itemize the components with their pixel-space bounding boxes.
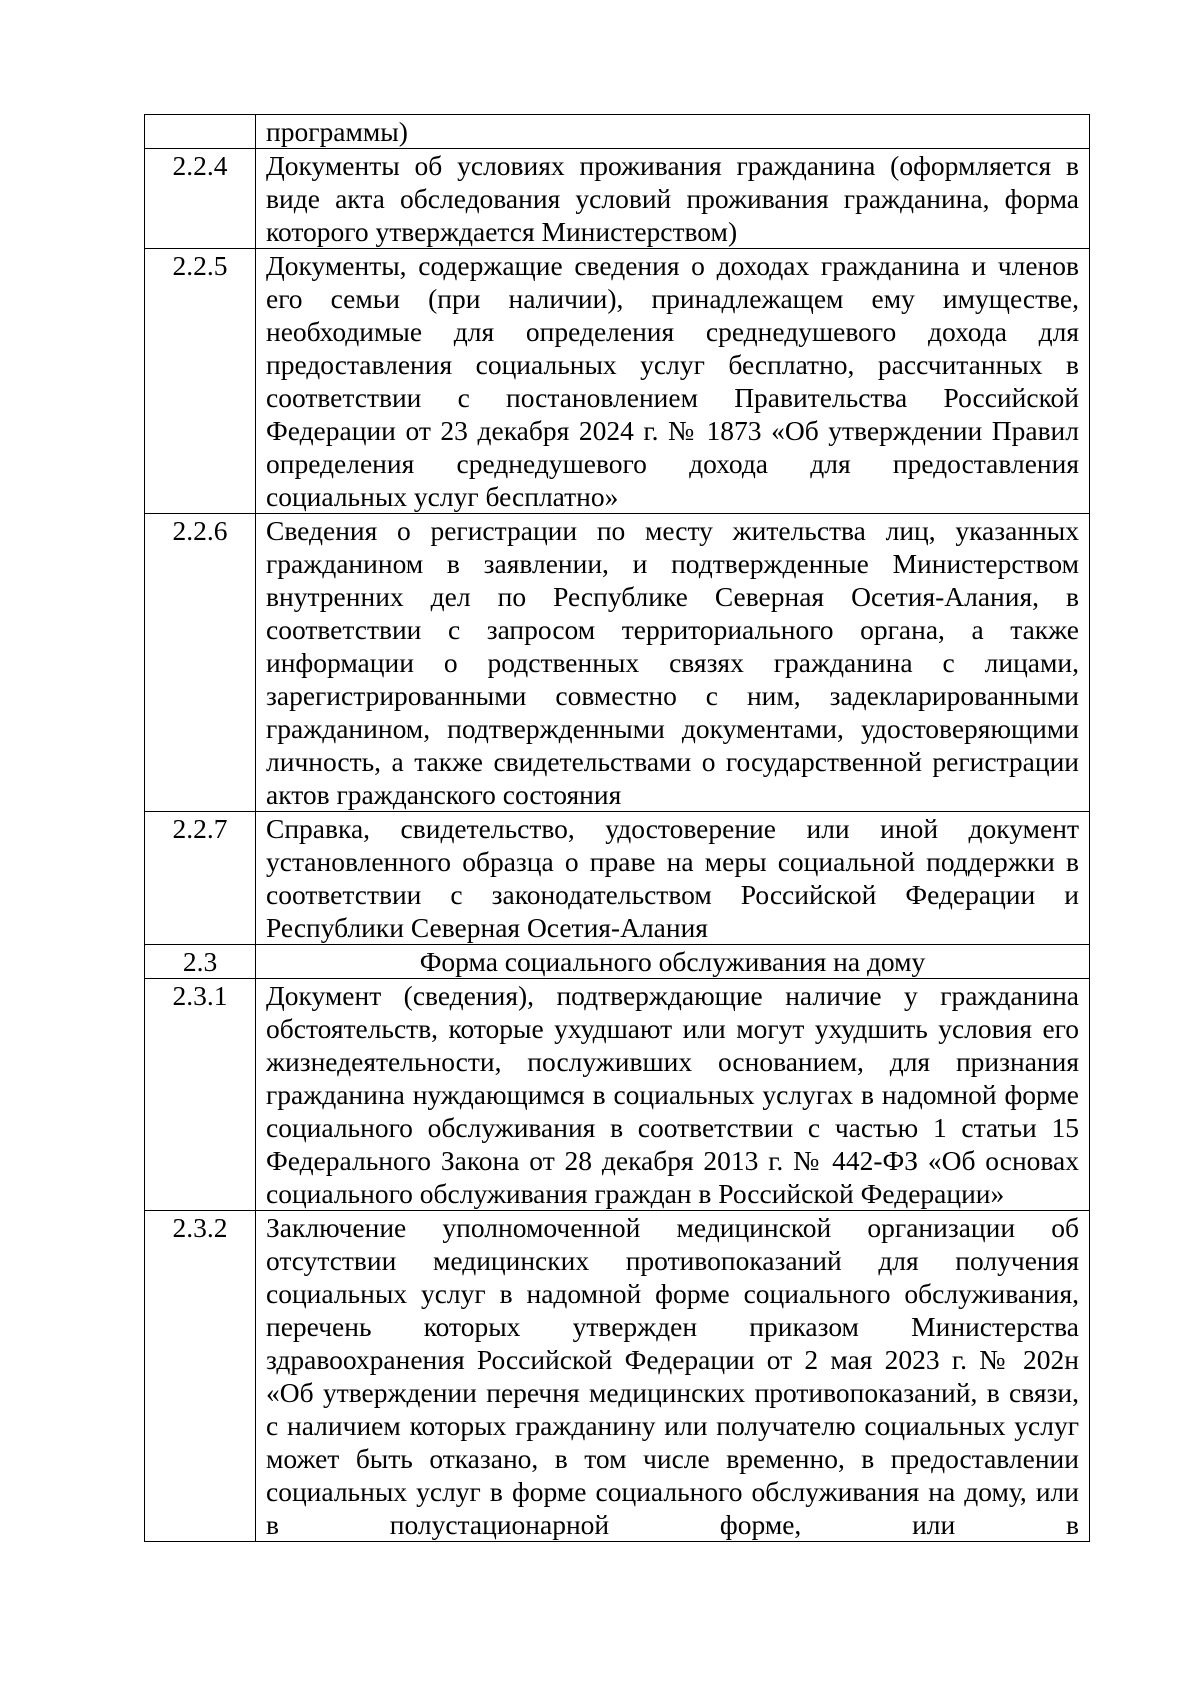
row-number: 2.2.6 bbox=[145, 514, 256, 812]
row-number: 2.2.4 bbox=[145, 149, 256, 249]
row-text: Заключение уполномоченной медицинской организации об отсутствии медицинских противопоказаний для получения социальных услуг в надомной форме социального обслуживания, перечень которых утвержден приказом Министерства здравоохранения Российской Федерации от 2 мая 2023 г. № 202н «Об утверждении перечня медицинских противопоказаний, в связи, с наличием которых гражданину или получателю социальных услуг может быть отказано, в том числе временно, в предоставлении социальных услуг в форме социального обслуживания на дому, или в полустационарной форме, или в bbox=[256, 1211, 1090, 1542]
table-row bbox=[145, 249, 1090, 514]
row-number: 2.3.1 bbox=[145, 979, 256, 1211]
table-row bbox=[145, 514, 1090, 812]
row-number: 2.3 bbox=[145, 945, 256, 979]
row-number: 2.2.5 bbox=[145, 249, 256, 514]
table-row bbox=[145, 149, 1090, 249]
section-heading: Форма социального обслуживания на дому bbox=[256, 945, 1090, 979]
row-text: Справка, свидетельство, удостоверение или иной документ установленного образца о праве на меры социальной поддержки в соответствии с законодательством Российской Федерации и Республики Северная Осетия-Алания bbox=[256, 812, 1090, 945]
row-text: Документы, содержащие сведения о доходах гражданина и членов его семьи (при наличии), принадлежащем ему имуществе, необходимые для определения среднедушевого дохода для предоставления социальных услуг бесплатно, рассчитанных в соответствии с постановлением Правительства Российской Федерации от 23 декабря 2024 г. № 1873 «Об утверждении Правил определения среднедушевого дохода для предоставления социальных услуг бесплатно» bbox=[256, 249, 1090, 514]
table-row bbox=[145, 1211, 1090, 1542]
table-row bbox=[145, 115, 1090, 149]
row-number bbox=[145, 115, 256, 149]
document-table bbox=[144, 114, 1090, 1542]
row-number: 2.3.2 bbox=[145, 1211, 256, 1542]
table-row bbox=[145, 945, 1090, 979]
row-number: 2.2.7 bbox=[145, 812, 256, 945]
row-text: Сведения о регистрации по месту жительства лиц, указанных гражданином в заявлении, и подтвержденные Министерством внутренних дел по Республике Северная Осетия-Алания, в соответствии с запросом территориального органа, а также информации о родственных связях гражданина с лицами, зарегистрированными совместно с ним, задекларированными гражданином, подтвержденными документами, удостоверяющими личность, а также свидетельствами о государственной регистрации актов гражданского состояния bbox=[256, 514, 1090, 812]
row-text: программы) bbox=[256, 115, 1090, 149]
table-row bbox=[145, 979, 1090, 1211]
row-text: Документ (сведения), подтверждающие наличие у гражданина обстоятельств, которые ухудшают или могут ухудшить условия его жизнедеятельности, послуживших основанием, для признания гражданина нуждающимся в социальных услугах в надомной форме социального обслуживания в соответствии с частью 1 статьи 15 Федерального Закона от 28 декабря 2013 г. № 442-ФЗ «Об основах социального обслуживания граждан в Российской Федерации» bbox=[256, 979, 1090, 1211]
row-text: Документы об условиях проживания гражданина (оформляется в виде акта обследования условий проживания гражданина, форма которого утверждается Министерством) bbox=[256, 149, 1090, 249]
table-row bbox=[145, 812, 1090, 945]
